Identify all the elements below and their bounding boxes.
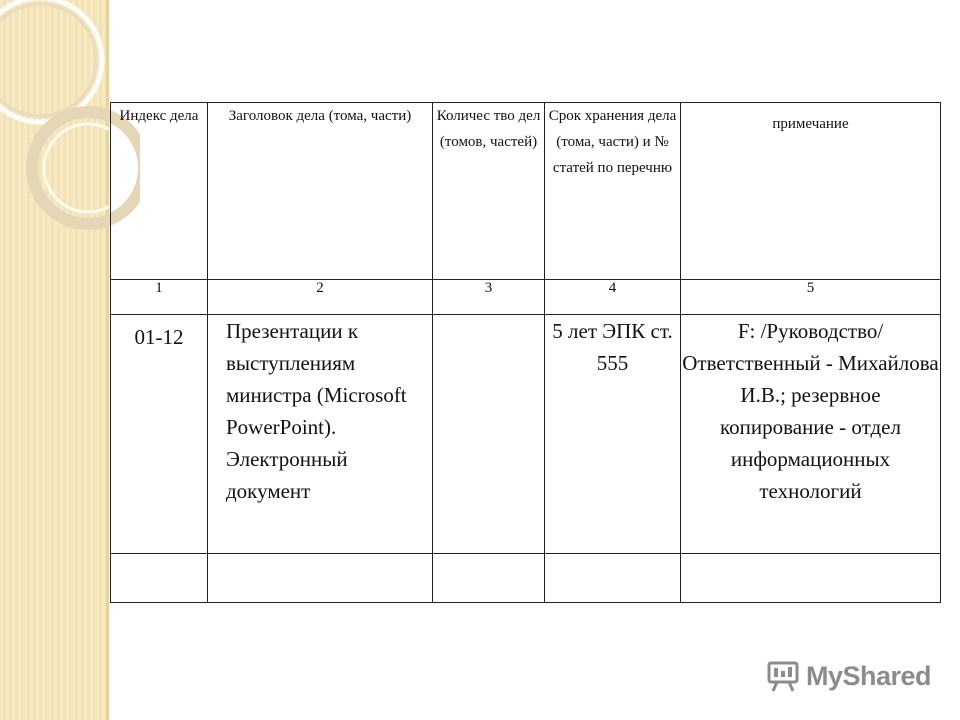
cell-title: Презентации к выступлениям министра (Microsoft PowerPoint). Электронный документ — [208, 315, 433, 554]
empty-cell — [208, 554, 433, 603]
column-number: 4 — [545, 280, 681, 315]
header-title: Заголовок дела (тома, части) — [208, 103, 433, 280]
header-row — [111, 103, 941, 280]
cell-retention: 5 лет ЭПК ст. 555 — [545, 315, 681, 554]
column-number: 2 — [208, 280, 433, 315]
presentation-board-icon — [766, 659, 800, 693]
header-count: Количес тво дел (томов, частей) — [433, 103, 545, 280]
empty-cell — [545, 554, 681, 603]
header-note: примечание — [681, 103, 941, 280]
watermark-text: MyShared — [806, 660, 932, 691]
header-retention: Срок хранения дела (тома, части) и № статей по перечню — [545, 103, 681, 280]
table-row — [111, 315, 941, 554]
cell-note: F: /Руководство/ Ответственный - Михайлова И.В.; резервное копирование - отдел информационных технологий — [681, 315, 941, 554]
column-number: 5 — [681, 280, 941, 315]
empty-row — [111, 554, 941, 603]
myshared-watermark — [766, 656, 931, 696]
header-index: Индекс дела — [111, 103, 208, 280]
cell-index: 01-12 — [111, 315, 208, 554]
column-number: 1 — [111, 280, 208, 315]
register-table — [110, 102, 941, 603]
cell-count — [433, 315, 545, 554]
column-number: 3 — [433, 280, 545, 315]
empty-cell — [433, 554, 545, 603]
column-number-row — [111, 280, 941, 315]
empty-cell — [111, 554, 208, 603]
empty-cell — [681, 554, 941, 603]
